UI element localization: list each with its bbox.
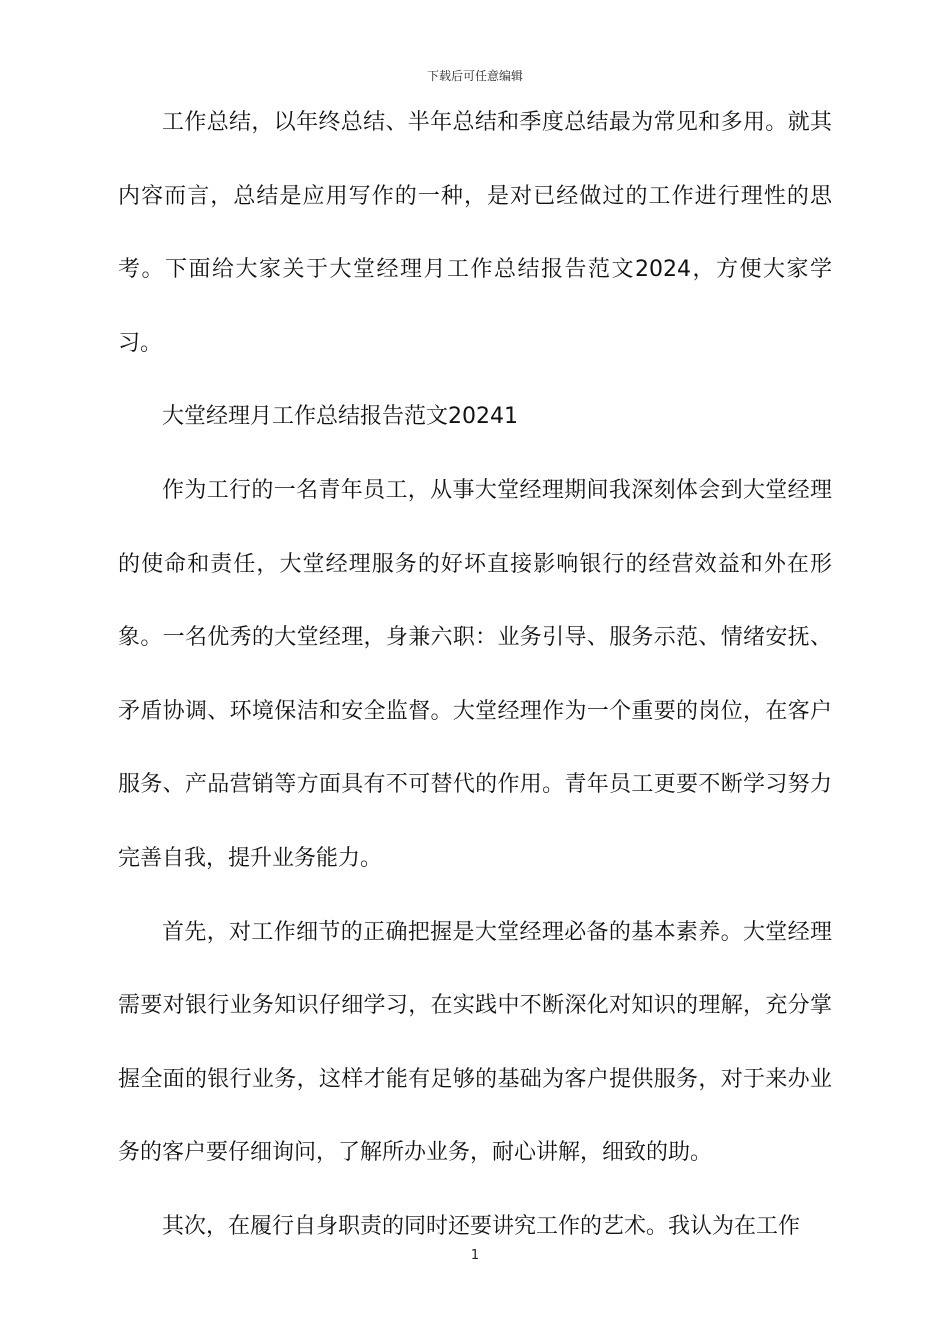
paragraph-intro: 工作总结，以年终总结、半年总结和季度总结最为常见和多用。就其内容而言，总结是应用写作的一种，是对已经做过的工作进行理性的思考。下面给大家关于大堂经理月工作总结报告范文2024，方便大家学习。 [118, 110, 832, 356]
section-heading: 大堂经理月工作总结报告范文20241 [162, 404, 518, 430]
paragraph-role: 作为工行的一名青年员工，从事大堂经理期间我深刻体会到大堂经理的使命和责任，大堂经理服务的好坏直接影响银行的经营效益和外在形象。一名优秀的大堂经理，身兼六职：业务引导、服务示范、情绪安抚、矛盾协调、环境保洁和安全监督。大堂经理作为一个重要的岗位，在客户服务、产品营销等方面具有不可替代的作用。青年员工更要不断学习努力完善自我，提升业务能力。 [118, 477, 832, 871]
page-header: 下载后可任意编辑 [426, 69, 523, 83]
paragraph-second-point: 其次，在履行自身职责的同时还要讲究工作的艺术。我认为在工作 [162, 1213, 801, 1239]
paragraph-first-point: 首先，对工作细节的正确把握是大堂经理必备的基本素养。大堂经理需要对银行业务知识仔细学习，在实践中不断深化对知识的理解，充分掌握全面的银行业务，这样才能有足够的基础为客户提供服务，对于来办业务的客户要仔细询问，了解所办业务，耐心讲解，细致的助。 [118, 919, 832, 1166]
document-body [118, 86, 832, 1264]
page-number: 1 [470, 1248, 480, 1263]
